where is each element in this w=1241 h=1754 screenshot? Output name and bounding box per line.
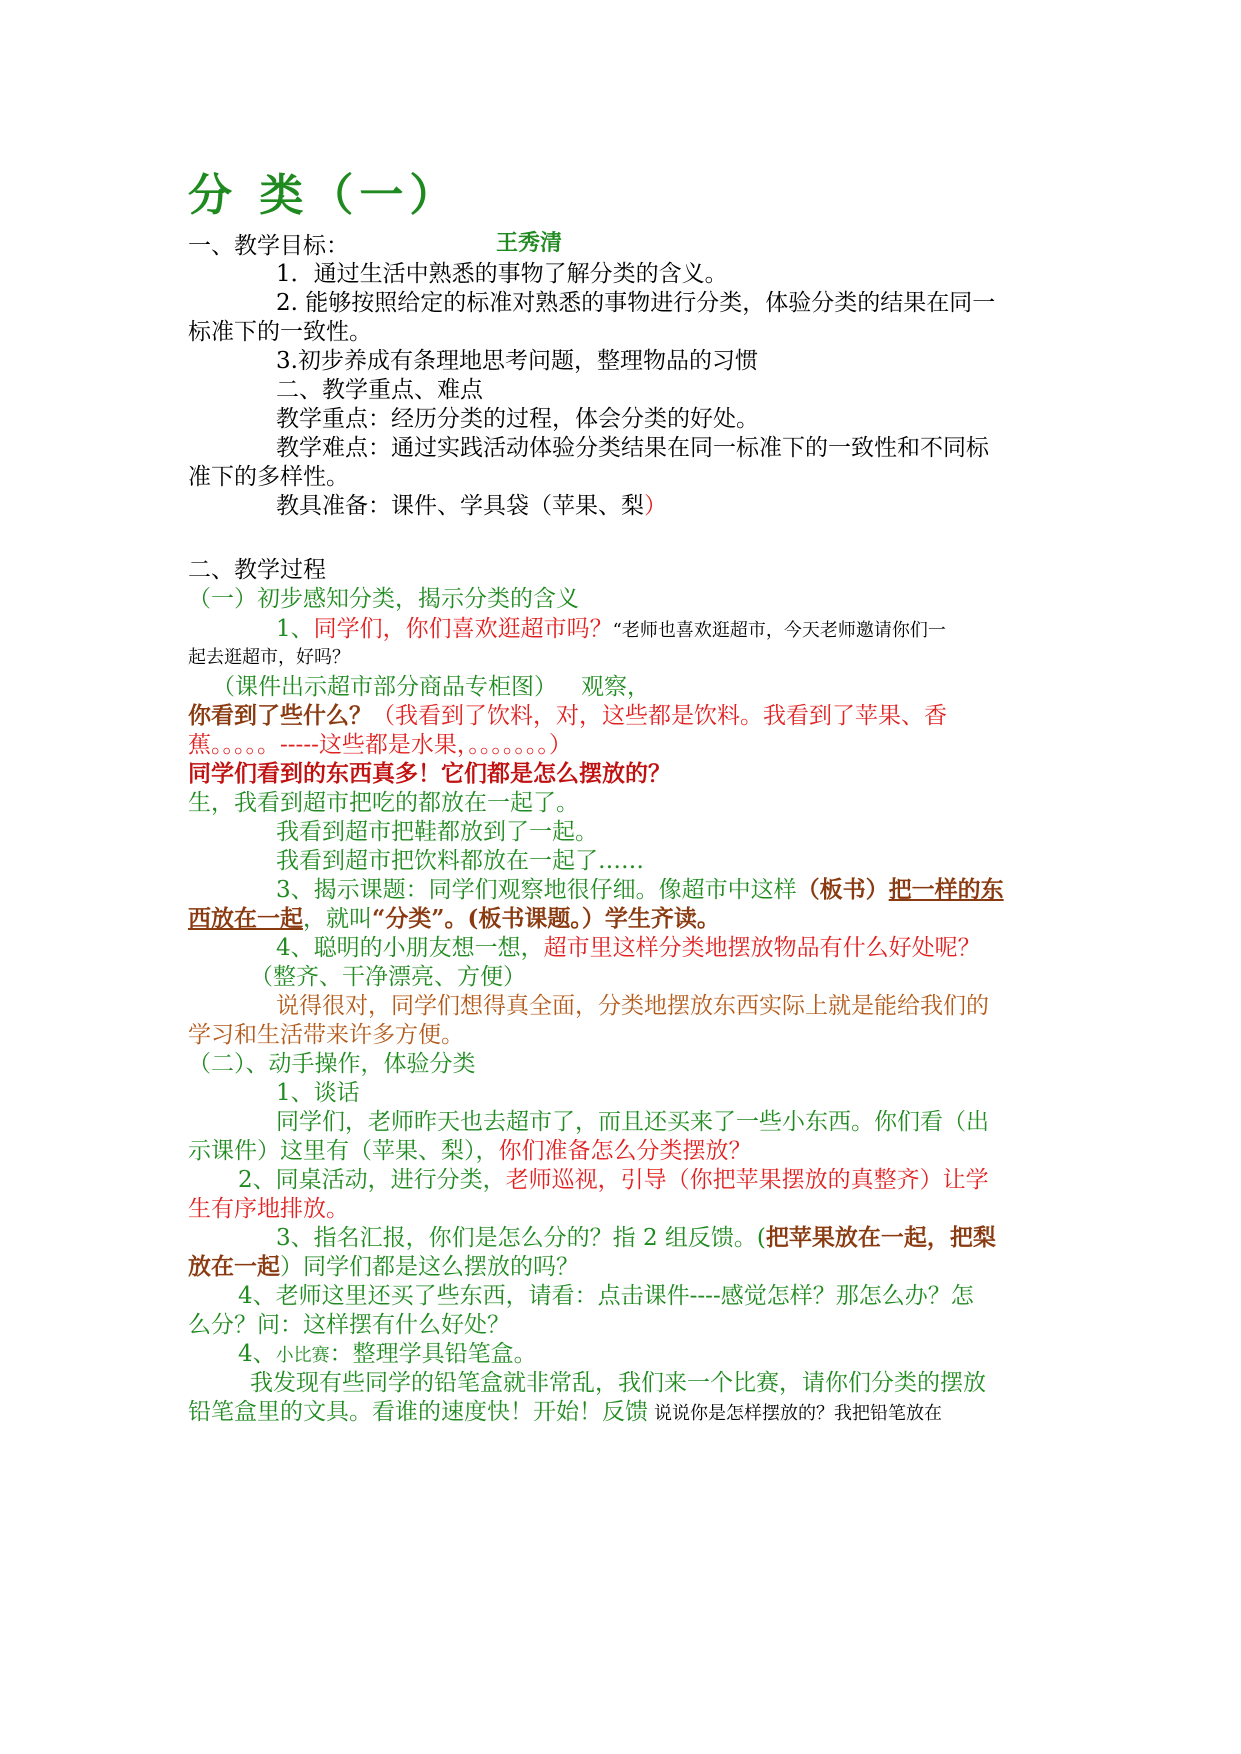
report-answer-cont: 放在一起 xyxy=(188,1253,280,1280)
report-question: ）同学们都是这么摆放的吗？ xyxy=(280,1254,579,1280)
definition-underlined: 把一样的东 xyxy=(888,876,1004,903)
what-seen-question: 你看到了些什么？ xyxy=(188,702,372,729)
step-3-line xyxy=(276,874,1004,906)
talk-question: 你们准备怎么分类摆放？ xyxy=(498,1138,752,1164)
subsection-2-heading: （二）、动手操作，体验分类 xyxy=(188,1051,476,1077)
contest-task: ：整理学具铅笔盒。 xyxy=(329,1341,537,1367)
step-4b-cont: 么分？问：这样摆有什么好处？ xyxy=(188,1312,510,1338)
materials-text: 教具准备：课件、学具袋（苹果、梨 xyxy=(276,493,644,519)
pair-activity-line xyxy=(238,1164,989,1196)
step-1-question: 同学们，你们喜欢逛超市吗？ xyxy=(313,616,613,642)
talk-courseware: 示课件）这里有（苹果、梨）， xyxy=(188,1138,499,1164)
step-4-question: 超市里这样分类地摆放物品有什么好处呢？ xyxy=(543,935,981,961)
talk-text: 同学们，老师昨天也去超市了，而且还买来了一些小东西。你们看（出 xyxy=(276,1109,989,1135)
step-4b-line: 4、老师这里还买了些东西，请看：点击课件----感觉怎样？那怎么办？怎 xyxy=(238,1283,974,1309)
step-1-cont: 起去逛超市，好吗？ xyxy=(188,647,350,668)
student-answer-1: 生，我看到超市把吃的都放在一起了。 xyxy=(188,790,579,816)
what-seen-answer: （我看到了饮料，对，这些都是饮料。我看到了苹果、香 xyxy=(372,703,947,729)
step-1-teacher-talk: “老师也喜欢逛超市，今天老师邀请你们一 xyxy=(612,620,946,641)
section-heading-keypoints: 二、教学重点、难点 xyxy=(276,377,483,403)
observe-text: 观察， xyxy=(581,674,650,700)
subsection-1-heading: （一）初步感知分类，揭示分类的含义 xyxy=(188,586,579,612)
called-text: ，就叫 xyxy=(303,906,372,932)
contest-description-cont xyxy=(188,1396,942,1430)
difficult-point-cont: 准下的多样性。 xyxy=(188,464,349,490)
step-4-line xyxy=(276,932,981,964)
contest-feedback: 说说你是怎样摆放的？我把铅笔放在 xyxy=(654,1403,942,1424)
how-arranged-question: 同学们看到的东西真多！它们都是怎么摆放的？ xyxy=(188,760,671,787)
student-answer-2: 我看到超市把鞋都放到了一起。 xyxy=(276,819,598,845)
step-3-cont xyxy=(188,903,720,935)
materials-bracket: ） xyxy=(644,493,667,519)
section-heading-process: 二、教学过程 xyxy=(188,557,326,583)
pair-activity-cont: 生有序地排放。 xyxy=(188,1196,349,1222)
step-4-text: 4、聪明的小朋友想一想， xyxy=(276,935,544,961)
board-note: （板书） xyxy=(796,876,889,903)
pair-activity-text: 2、同桌活动，进行分类， xyxy=(238,1167,506,1193)
classification-term: “分类”。(板书课题。）学生齐读。 xyxy=(372,905,720,932)
difficult-point: 教学难点：通过实践活动体验分类结果在同一标准下的一致性和不同标 xyxy=(276,435,989,461)
report-cont xyxy=(188,1251,579,1283)
step-1-number: 1、 xyxy=(276,616,314,642)
benefits-answer: （整齐、干净漂亮、方便） xyxy=(250,964,526,990)
objective-2: 2. 能够按照给定的标准对熟悉的事物进行分类，体验分类的结果在同一 xyxy=(276,290,996,316)
objective-2-cont: 标准下的一致性。 xyxy=(188,319,372,345)
section-heading-objectives: 一、教学目标： xyxy=(188,233,349,259)
talk-heading: 1、谈话 xyxy=(276,1080,360,1106)
summary-line: 说得很对，同学们想得真全面，分类地摆放东西实际上就是能给我们的 xyxy=(276,993,989,1019)
report-text: 3、指名汇报，你们是怎么分的？指 2 组反馈。( xyxy=(276,1225,766,1251)
courseware-text: （课件出示超市部分商品专柜图） xyxy=(212,674,557,700)
objective-3: 3.初步养成有条理地思考问题，整理物品的习惯 xyxy=(276,348,758,374)
definition-underlined-cont: 西放在一起 xyxy=(188,905,303,932)
step-1-line xyxy=(276,613,946,647)
key-point: 教学重点：经历分类的过程，体会分类的好处。 xyxy=(276,406,759,432)
contest-number: 4、 xyxy=(238,1341,276,1367)
teacher-guidance: 老师巡视，引导（你把苹果摆放的真整齐）让学 xyxy=(505,1167,989,1193)
contest-description: 我发现有些同学的铅笔盒就非常乱，我们来一个比赛，请你们分类的摆放 xyxy=(250,1370,986,1396)
step-3-text: 3、揭示课题：同学们观察地很仔细。像超市中这样 xyxy=(276,877,797,903)
courseware-line xyxy=(212,671,650,703)
talk-text-cont xyxy=(188,1135,752,1167)
what-seen-line xyxy=(188,700,947,732)
contest-start: 铅笔盒里的文具。看谁的速度快！开始！反馈 xyxy=(188,1399,648,1425)
objective-1: 1．通过生活中熟悉的事物了解分类的含义。 xyxy=(276,261,728,287)
document-title: 分 类（一） xyxy=(188,170,460,221)
author-name: 王秀清 xyxy=(496,230,563,256)
summary-line-cont: 学习和生活带来许多方便。 xyxy=(188,1022,464,1048)
what-seen-answer-cont: 蕉。。。。。-----这些都是水果，。。。。。。。） xyxy=(188,732,572,758)
student-answer-3: 我看到超市把饮料都放在一起了…… xyxy=(276,848,644,874)
materials-line xyxy=(276,490,667,522)
contest-label: 小比赛 xyxy=(275,1345,330,1366)
report-line xyxy=(276,1222,996,1254)
report-answer: 把苹果放在一起，把梨 xyxy=(765,1224,996,1251)
